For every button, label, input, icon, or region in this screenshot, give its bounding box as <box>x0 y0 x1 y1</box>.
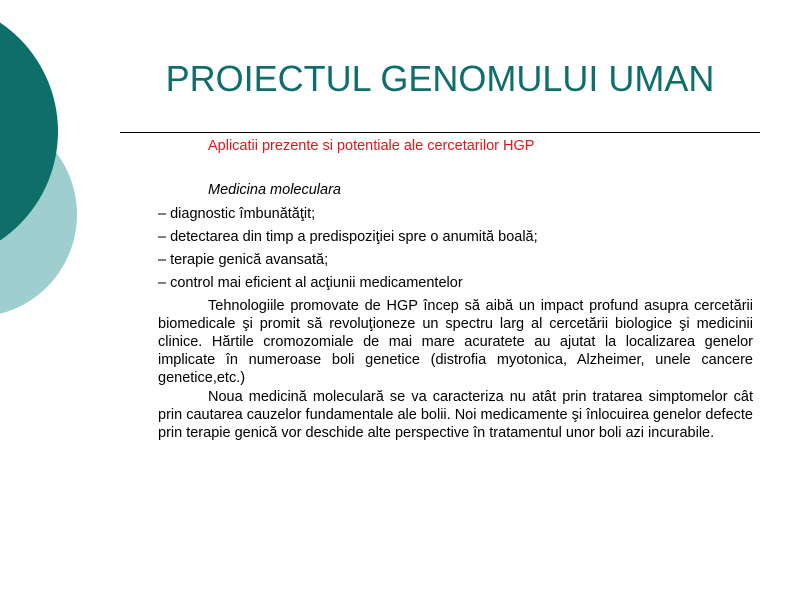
slide-title: PROIECTUL GENOMULUI UMAN <box>165 58 715 99</box>
paragraph-molecular-medicine: Noua medicină moleculară se va caracteriza nu atât prin tratarea simptomelor cât prin cautarea cauzelor fundamentale ale bolii. Noi medicamente şi înlocuirea genelor defecte prin terapie genică vor deschide alte perspective în tratamentul unor boli azi incurabile. <box>158 389 753 441</box>
list-item: – terapie genică avansată; <box>158 252 329 268</box>
list-item: – diagnostic îmbunătăţit; <box>158 206 316 222</box>
list-item: – detectarea din timp a predispoziţiei spre o anumită boală; <box>158 229 538 245</box>
spacer <box>158 155 753 181</box>
title-divider <box>120 132 760 133</box>
slide-subtitle <box>208 137 753 155</box>
list-item: – control mai eficient al acţiunii medicamentelor <box>158 275 463 291</box>
slide-body <box>158 137 753 442</box>
subtitle-text: Aplicatii prezente si potentiale ale cercetarilor HGP <box>208 138 535 154</box>
section-heading: Medicina moleculara <box>208 182 341 198</box>
bullet-list <box>158 205 753 292</box>
paragraph-technologies: Tehnologiile promovate de HGP încep să aibă un impact profund asupra cercetării biomedicale şi promit să revoluţioneze un spectru larg al cercetării biologice şi medicinii clinice. Hărtile cromozomiale de mai mare acuratete au ajutat la localizarea genelor implicate în numeroase boli genetice (distrofia myotonica, Alzheimer, unele cancere genetice,etc.) <box>158 298 753 386</box>
